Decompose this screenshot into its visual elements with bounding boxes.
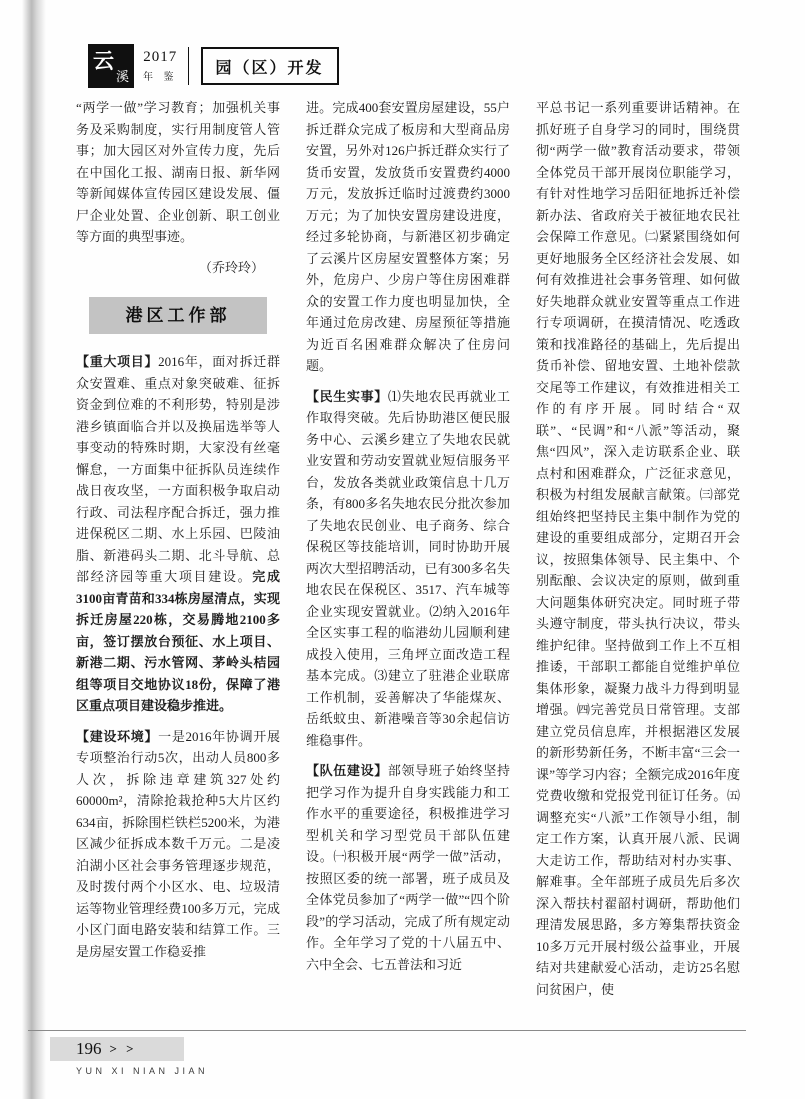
entry-text: 部领导班子始终坚持把学习作为提升自身实践能力和工作水平的重要途径，积极推进学习型机关和学习型党员干部队伍建设。㈠积极开展“两学一做”活动，按照区委的统一部署，班子成员及全体党员参加了“两学一做”“四个阶段”的学习活动，完成了所有规定动作。全年学习了党的十八届五中、六中全会、七五普法和习近 bbox=[306, 763, 510, 972]
column-1 bbox=[76, 97, 280, 1015]
entry-label: 【重大项目】 bbox=[76, 354, 159, 369]
paragraph-construction-env bbox=[76, 726, 280, 963]
entry-text: ⑴失地农民再就业工作取得突破。先后协助港区便民服务中心、云溪乡建立了失地农民就业安置和劳动安置就业短信服务平台，发放各类就业政策信息十几万条，有800多名失地农民分批次参加了失地农民创业、电子商务、综合保税区等技能培训，同时协助开展两次大型招聘活动，已有300多名失地农民在保税区、3517、汽车城等企业实现安置就业。⑵纳入2016年全区实事工程的临港幼儿园顺利建成投入使用，三角坪立面改造工程基本完成。⑶建立了驻港企业联席工作机制，妥善解决了华能煤灰、岳纸蚊虫、新港噪音等30余起信访维稳事件。 bbox=[306, 388, 510, 748]
entry-label: 【民生实事】 bbox=[306, 388, 388, 404]
page-header bbox=[88, 44, 339, 88]
yearbook-label: 年 鉴 bbox=[143, 72, 178, 83]
paragraph-continuation: “两学一做”学习教育；加强机关事务及采购制度，实行用制度管人管事；加大园区对外宣传力度，先后在中国化工报、湖南日报、新华网等新闻媒体宣传园区建设发展、僵尸企业处置、企业创新、职工创业等方面的典型事迹。 bbox=[76, 100, 280, 244]
entry-text: 2016年，面对拆迁群众安置难、重点对象突破难、征拆资金到位难的不利形势，特别是涉港乡镇面临合并以及换届选举等人事变动的特殊时期，大家没有丝毫懈怠，一方面集中征拆队员连续作战日夜攻坚，一方面积极争取启动行政、司法程序配合拆迁，强力推进保税区二期、水上乐园、巴陵油脂、新港码头二期、北斗导航、总部经济园等重大项目建设。 bbox=[76, 354, 280, 584]
page-number-band bbox=[50, 1037, 184, 1061]
yearbook-pinyin: YUN XI NIAN JIAN bbox=[76, 1066, 209, 1076]
footer-rule bbox=[28, 1030, 746, 1031]
paragraph-continuation: 平总书记一系列重要讲话精神。在抓好班子自身学习的同时，围绕贯彻“两学一做”教育活动要求，带领全体党员干部开展岗位职能学习，有针对性地学习岳阳征地拆迁补偿新办法、省政府关于被征地农民社会保障工作意见。㈡紧紧围绕如何更好地服务全区经济社会发展、如何有效推进社会事务管理、如何做好失地群众就业安置等重点工作进行专项调研，在摸清情况、吃透政策和找准路径的基础上，先后提出货币补偿、留地安置、土地补偿款交尾等工作建议，有效推进相关工作的有序开展。同时结合“双联”、“民调”和“八派”等活动，聚焦“四风”，深入走访联系企业、联点村和困难群众，广泛征求意见，积极为村组发展献言献策。㈢部党组始终把坚持民主集中制作为党的建设的重要组成部分，定期召开会议，按照集体领导、民主集中、个别酝酿、会议决定的原则，做到重大问题集体研究决定。同时班子带头遵守制度，带头执行决议，带头维护纪律。坚持做到工作上不互相推诿，干部职工都能自觉维护单位集体形象，凝聚力战斗力得到明显增强。㈣完善党员日常管理。支部建立党员信息库，并根据港区发展的新形势新任务，不断丰富“三会一课”等学习内容；全额完成2016年度党费收缴和党报党刊征订任务。㈤调整充实“八派”工作领导小组，制定工作方案，认真开展八派、民调大走访工作，帮助结对村办实事、解难事。全年部班子成员先后多次深入帮扶村翟韶村调研，帮助他们理清发展思路，多方筹集帮扶资金10多万元开展村级公益事业，开展结对共建献爱心活动，走访25名慰问贫困户，使 bbox=[536, 100, 740, 997]
author-byline: （乔玲玲） bbox=[198, 259, 264, 275]
column-3 bbox=[536, 97, 740, 1015]
header-divider bbox=[188, 47, 189, 85]
paragraph-continuation: 进。完成400套安置房屋建设，55户拆迁群众完成了板房和大型商品房安置，另外对126户拆迁群众实行了货币安置，发放货币安置费约4000万元，发放拆迁临时过渡费约3000万元；为了加快安置房建设进度，经过多轮协商，与新港区初步确定了云溪片区房屋安置整体方案；另外，危房户、少房户等住房困难群众的安置工作力度也明显加快，全年通过危房改建、房屋预征等措施为近百名困难群众解决了住房问题。 bbox=[306, 100, 510, 373]
text-columns bbox=[76, 97, 740, 1015]
paragraph-team-building bbox=[306, 760, 510, 975]
entry-label: 【建设环境】 bbox=[76, 728, 159, 744]
page-spine-shadow bbox=[22, 0, 46, 1099]
chapter-title: 园（区）开发 bbox=[201, 47, 339, 85]
yunxi-logo bbox=[88, 44, 134, 88]
paragraph-livelihood bbox=[306, 386, 510, 752]
year-text: 2017 bbox=[143, 49, 178, 65]
entry-text: 一是2016年协调开展专项整治行动5次，出动人员800多人次，拆除违章建筑327处约60000m²，清除抢栽抢种5大片区约634亩，拆除围栏铁栏5200米，为港区减少征拆成本数千万元。二是凌泊湖小区社会事务管理逐步规范，及时拨付两个小区水、电、垃圾清运等物业管理经费100多万元，完成小区门面电路安装和结算工作。三是房屋安置工作稳妥推 bbox=[76, 728, 280, 959]
year-block bbox=[143, 49, 178, 83]
entry-text-bold: 完成3100亩青苗和334栋房屋清点，实现拆迁房屋220栋，交易腾地2100多亩，签订摆放台预征、水上项目、新港二期、污水管网、茅岭头桔园组等项目交地协议18份，保障了港区重点项目建设稳步推进。 bbox=[76, 569, 280, 713]
entry-label: 【队伍建设】 bbox=[306, 763, 388, 778]
paragraph-major-projects bbox=[76, 351, 280, 717]
logo-char-bottom: 溪 bbox=[115, 69, 129, 84]
forward-arrows-icon: > > bbox=[109, 1041, 137, 1056]
page-number: 196 bbox=[76, 1039, 102, 1058]
department-heading: 港区工作部 bbox=[89, 297, 267, 334]
column-2 bbox=[306, 97, 510, 1015]
logo-char-top: 云 bbox=[93, 50, 114, 73]
